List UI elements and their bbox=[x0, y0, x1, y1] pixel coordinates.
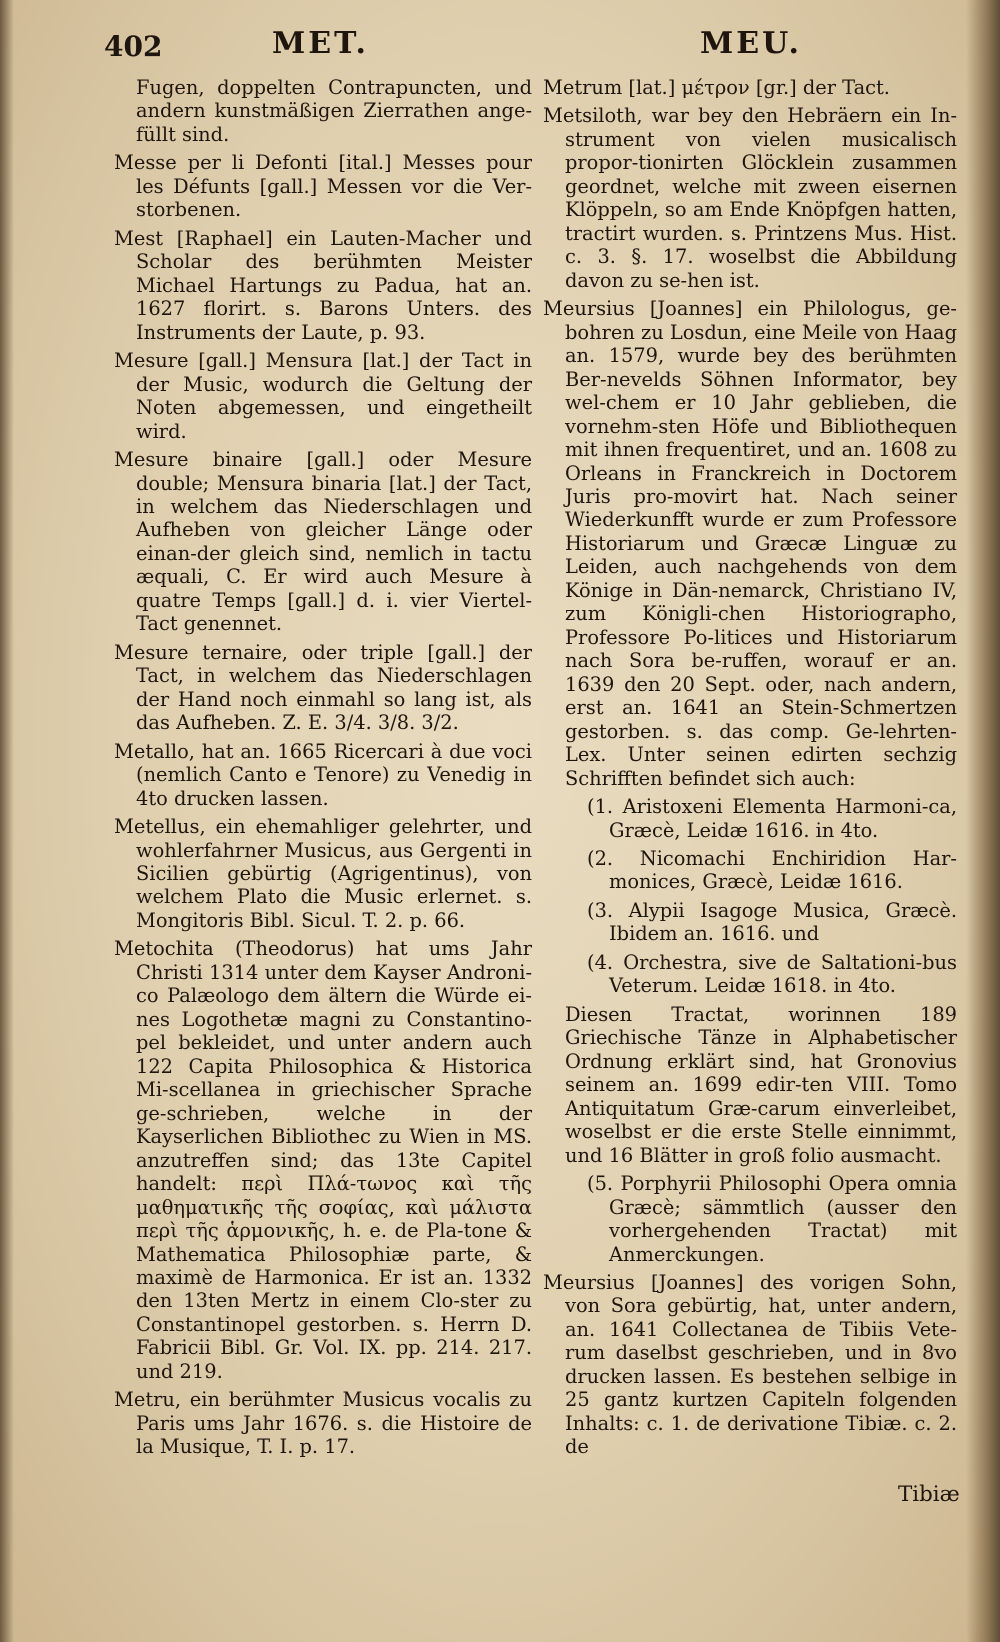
dictionary-entry: Meursius [Joannes] des vorigen Sohn, von Sora gebürtig, hat, unter andern, an. 1641 Collectanea de Tibiis Vete-rum daselbst geschrieben, und in 8vo drucken lassen. Es bestehen selbige in 25 gantz kurtzen Capiteln folgenden Inhalts: c. 1. de derivatione Tibiæ. c. 2. de bbox=[543, 1270, 957, 1459]
page-number: 402 bbox=[104, 30, 163, 63]
catchword: Tibiæ bbox=[898, 1482, 960, 1507]
dictionary-entry: Messe per li Defonti [ital.] Messes pour les Défunts [gall.] Messen vor die Ver-storbenen. bbox=[114, 151, 532, 222]
running-header bbox=[0, 22, 1000, 72]
dictionary-entry: Mesure ternaire, oder triple [gall.] der Tact, in welchem das Niederschlagen der Hand noch einmahl so lang ist, als das Aufheben. Z. E. 3/4. 3/8. 3/2. bbox=[114, 640, 532, 735]
work-list-item: (3. Alypii Isagoge Musica, Græcè. Ibidem an. 1616. und bbox=[587, 898, 957, 946]
dictionary-entry: Metrum [lat.] μέτρον [gr.] der Tact. bbox=[543, 76, 890, 99]
dictionary-entry: Mest [Raphael] ein Lauten-Macher und Scholar des berühmten Meister Michael Hartungs zu Padua, hat an. 1627 florirt. s. Barons Unters. des Instruments der Laute, p. 93. bbox=[114, 226, 532, 344]
right-column bbox=[543, 76, 957, 1464]
dictionary-entry: Metru, ein berühmter Musicus vocalis zu Paris ums Jahr 1676. s. die Histoire de la Musique, T. I. p. 17. bbox=[114, 1388, 532, 1459]
right-running-head: MEU. bbox=[700, 26, 802, 61]
dictionary-entry: Meursius [Joannes] ein Philologus, ge-bohren zu Losdun, eine Meile von Haag an. 1579, wurde bey des berühmten Ber-nevelds Söhnen Informator, bey wel-chem er 10 Jahr geblieben, die vornehm-sten Höfe und Bibliothequen mit ihnen frequentiret, und an. 1608 zu Orleans in Franckreich in Doctorem Juris pro-movirt hat. Nach seiner Wiederkunfft wurde er zum Professore Historiarum und Græcæ Linguæ zu Leiden, auch nachgehends von dem Könige in Dän-nemarck, Christiano IV, zum Königli-chen Historiographo, Professore Po-litices und Historiarum nach Sora be-ruffen, worauf er an. 1639 den 20 Sept. oder, nach andern, erst an. 1641 an Stein-Schmertzen gestorben. s. das comp. Ge-lehrten-Lex. Unter seinen edirten sechzig Schrifften befindet sich auch: bbox=[543, 297, 957, 790]
dictionary-entry: Mesure binaire [gall.] oder Mesure double; Mensura binaria [lat.] der Tact, in welchem das Niederschlagen und Aufheben von gleicher Länge oder einan-der gleich sind, nemlich in tactu æquali, C. Er wird auch Mesure à quatre Temps [gall.] d. i. vier Viertel-Tact genennet. bbox=[114, 448, 532, 636]
work-list-item: (2. Nicomachi Enchiridion Har-monices, Græcè, Leidæ 1616. bbox=[587, 847, 957, 894]
work-list-item: (4. Orchestra, sive de Saltationi-bus Veterum. Leidæ 1618. in 4to. bbox=[587, 950, 957, 998]
dictionary-entry: Metochita (Theodorus) hat ums Jahr Christi 1314 unter dem Kayser Androni-co Palæologo dem ältern die Würde ei-nes Logothetæ magni zu Constantino-pel bekleidet, und unter andern auch 122 Capita Philosophica & Historica Mi-scellanea in griechischer Sprache ge-schrieben, welche in der Kayserlichen Bibliothec zu Wien in MS. anzutreffen sind; das 13te Capitel handelt: περὶ Πλά-τωνος καὶ τῆς μαθηματικῆς τῆς σοφίας, καὶ μάλιστα περὶ τῆς ἁρμονικῆς, h. e. de Pla-tone & Mathematica Philosophiæ parte, & maximè de Harmonica. Er ist an. 1332 den 13ten Mertz in einem Clo-ster zu Constantinopel gestorben. s. Herrn D. Fabricii Bibl. Gr. Vol. IX. pp. 214. 217. und 219. bbox=[114, 937, 532, 1383]
dictionary-entry: Metellus, ein ehemahliger gelehrter, und wohlerfahrner Musicus, aus Gergenti in Sicilien gebürtig (Agrigentinus), von welchem Plato die Music erlernet. s. Mongitoris Bibl. Sicul. T. 2. p. 66. bbox=[114, 815, 532, 932]
dictionary-entry: Diesen Tractat, worinnen 189 Griechische Tänze in Alphabetischer Ordnung erklärt sind, hat Gronovius seinem an. 1699 edir-ten VIII. Tomo Antiquitatum Græ-carum einverleibet, woselbst er die erste Stelle einnimmt, und 16 Blätter in groß folio ausmacht. bbox=[565, 1002, 957, 1167]
work-list-item: (5. Porphyrii Philosophi Opera omnia Græcè; sämmtlich (ausser den vorhergehenden Tractat) mit Anmerckungen. bbox=[587, 1172, 957, 1266]
left-column bbox=[114, 76, 532, 1464]
dictionary-entry: Mesure [gall.] Mensura [lat.] der Tact in der Music, wodurch die Geltung der Noten abgemessen, und eingetheilt wird. bbox=[114, 349, 532, 443]
left-running-head: MET. bbox=[272, 26, 369, 61]
work-list-item: (1. Aristoxeni Elementa Harmoni-ca, Græcè, Leidæ 1616. in 4to. bbox=[587, 795, 957, 842]
dictionary-entry: Metsiloth, war bey den Hebräern ein In-strument von vielen musicalisch propor-tionirten Glöcklein zusammen geordnet, welche mit zween eisernen Klöppeln, so am Ende Knöpfgen hatten, tractirt wurden. s. Printzens Mus. Hist. c. 3. §. 17. woselbst die Abbildung davon zu se-hen ist. bbox=[543, 104, 957, 292]
dictionary-entry: Fugen, doppelten Contrapuncten, und andern kunstmäßigen Zierrathen ange-füllt sind. bbox=[136, 76, 532, 146]
dictionary-entry: Metallo, hat an. 1665 Ricercari à due voci (nemlich Canto e Tenore) zu Venedig in 4to drucken lassen. bbox=[114, 739, 532, 810]
